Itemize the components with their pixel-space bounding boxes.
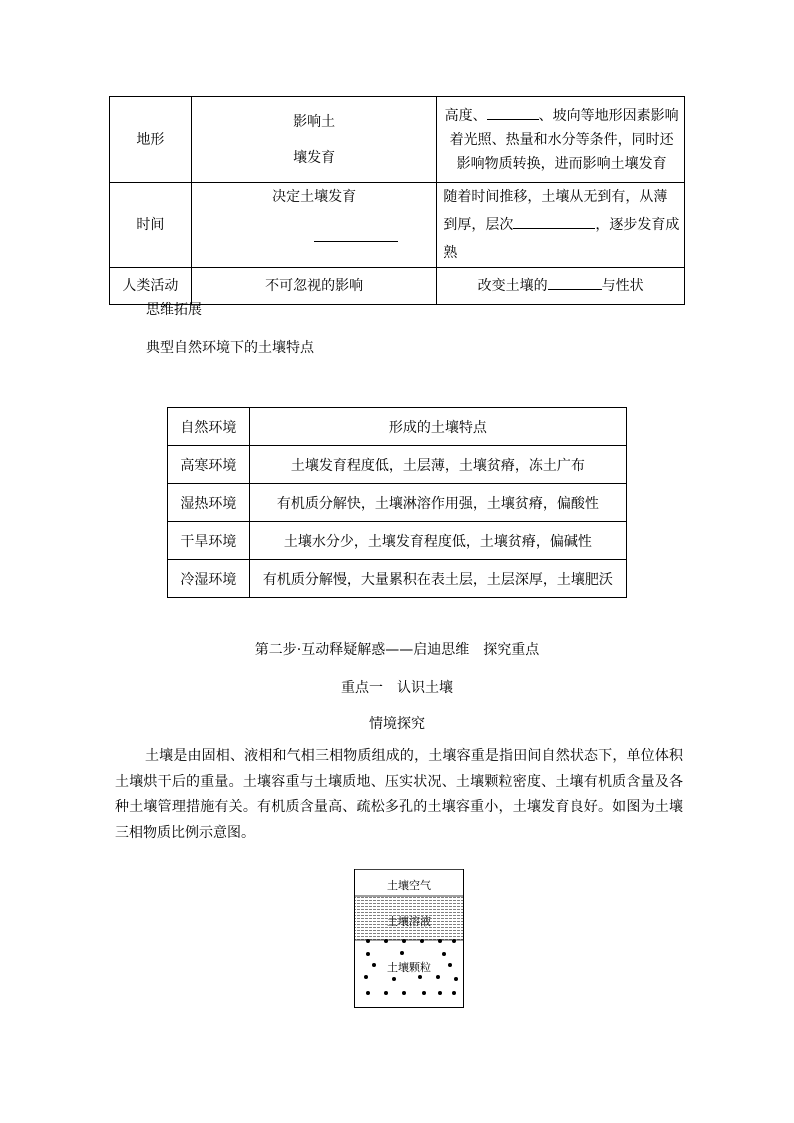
role-text: 不可忽视的影响 [265, 278, 364, 294]
particle-dot [454, 977, 458, 981]
factor-label: 地形 [136, 131, 165, 148]
env-cell: 干旱环境 [168, 522, 250, 560]
particle-dot [442, 952, 446, 956]
desc-text: 高度、 [444, 107, 487, 124]
air-label: 土壤空气 [387, 879, 431, 892]
table-row [168, 522, 627, 560]
fill-blank [548, 275, 602, 290]
table-header-row [168, 408, 627, 446]
desc-cell [437, 97, 685, 183]
factor-cell [110, 183, 192, 268]
table-row [110, 97, 685, 183]
feature-cell: 有机质分解快，土壤淋溶作用强，土壤贫瘠，偏酸性 [249, 484, 626, 522]
fill-blank [487, 105, 539, 120]
particle-dot [402, 939, 406, 943]
table-row [110, 183, 685, 268]
particle-dot [420, 939, 424, 943]
particle-dot [452, 991, 456, 995]
feature-cell: 土壤水分少，土壤发育程度低，土壤贫瘠，偏碱性 [249, 522, 626, 560]
particle-dot [418, 975, 422, 979]
section-title-typical: 典型自然环境下的土壤特点 [146, 340, 314, 356]
particle-dot [438, 991, 442, 995]
particle-dot [400, 951, 404, 955]
table-row [168, 446, 627, 484]
particle-dot [422, 991, 426, 995]
desc-cell [437, 268, 685, 305]
particle-dot [364, 975, 368, 979]
key-point-heading: 重点一 认识土壤 [341, 680, 453, 696]
step-heading: 第二步·互动释疑解惑——启迪思维 探究重点 [254, 642, 540, 658]
role-text: 影响土 [293, 113, 336, 130]
env-cell: 湿热环境 [168, 484, 250, 522]
role-text: 壤发育 [293, 149, 336, 166]
particle-dot [436, 975, 440, 979]
environment-soil-table [167, 407, 627, 598]
particle-dot [452, 939, 456, 943]
body-paragraph: 土壤是由固相、液相和气相三相物质组成的，土壤容重是指田间自然状态下，单位体积土壤烘干后的重量。土壤容重与土壤质地、压实状况、土壤颗粒密度、土壤有机质含量及各种土壤管理措施有关。有机质含量高、疏松多孔的土壤容重小，土壤发育良好。如图为土壤三相物质比例示意图。 [115, 748, 683, 841]
env-cell: 高寒环境 [168, 446, 250, 484]
factor-cell [110, 97, 192, 183]
desc-text: 与性状 [601, 278, 644, 294]
feature-cell: 土壤发育程度低，土层薄，土壤贫瘠，冻土广布 [249, 446, 626, 484]
header-cell: 形成的土壤特点 [249, 408, 626, 446]
particle-dot [366, 939, 370, 943]
factor-label: 人类活动 [122, 278, 179, 294]
inquiry-heading: 情境探究 [369, 716, 425, 732]
desc-cell [437, 183, 685, 268]
particle-dot [366, 991, 370, 995]
particle-dot [438, 939, 442, 943]
soil-phase-diagram [354, 869, 464, 1008]
env-cell: 冷湿环境 [168, 560, 250, 598]
factor-label: 时间 [136, 217, 165, 233]
particle-label: 土壤颗粒 [387, 961, 431, 974]
role-text: 决定土壤发育 [272, 189, 357, 205]
particle-dot [384, 939, 388, 943]
solution-label: 土壤溶液 [387, 915, 431, 928]
desc-text: ，逐步发育成熟 [443, 217, 680, 261]
table-row [168, 484, 627, 522]
header-cell: 自然环境 [168, 408, 250, 446]
desc-text: 、坡向等地形因素影响着光照、热量和水分等条件，同时还影响物质转换，进而影响土壤发育 [449, 107, 679, 172]
table-row [168, 560, 627, 598]
soil-factor-table [109, 96, 685, 305]
desc-text: 改变土壤的 [477, 278, 548, 294]
particle-dot [366, 952, 370, 956]
role-cell [191, 268, 436, 305]
particle-dot [392, 977, 396, 981]
section-title-expand: 思维拓展 [146, 302, 202, 318]
role-cell [191, 183, 436, 268]
role-cell [191, 97, 436, 183]
fill-blank [314, 227, 398, 242]
desc-text: 随着时间推移，土壤从无到有，从薄到厚，层次 [443, 189, 668, 233]
feature-cell: 有机质分解慢，大量累积在表土层，土层深厚，土壤肥沃 [249, 560, 626, 598]
particle-dot [384, 991, 388, 995]
fill-blank [513, 214, 595, 229]
particle-dot [402, 991, 406, 995]
